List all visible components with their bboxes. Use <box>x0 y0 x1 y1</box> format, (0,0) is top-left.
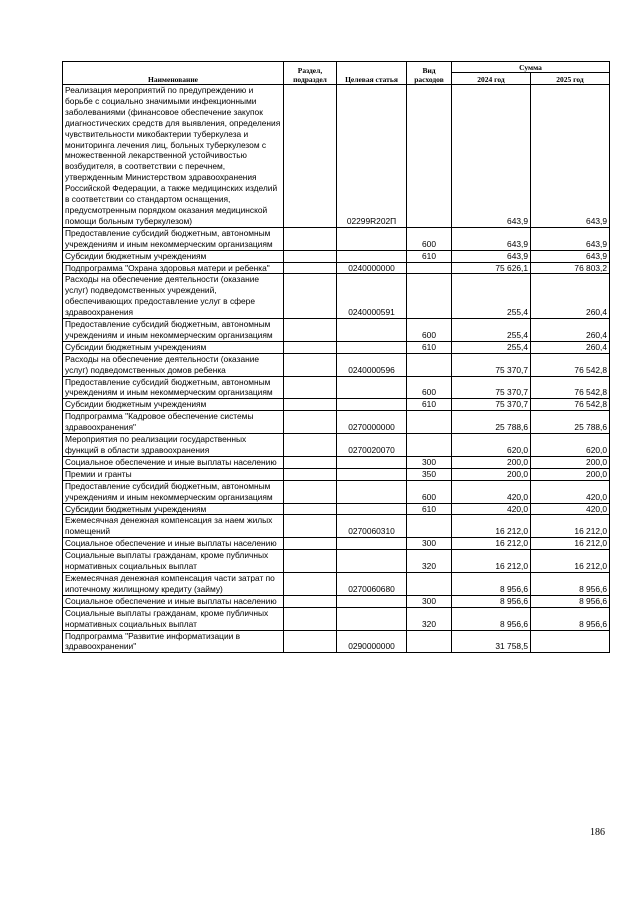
row-section-cell <box>284 399 337 411</box>
row-section-cell <box>284 376 337 399</box>
header-sum: Сумма <box>452 62 610 73</box>
table-row <box>63 341 610 353</box>
row-section-cell <box>284 630 337 653</box>
row-name-cell: Предоставление субсидий бюджетным, автономным учреждениям и иным некоммерческим организациям <box>63 227 284 250</box>
row-section-cell <box>284 515 337 538</box>
row-sum-2025-cell: 643,9 <box>531 227 610 250</box>
row-name-cell: Подпрограмма "Развитие информатизации в здравоохранении" <box>63 630 284 653</box>
row-sum-2025-cell: 643,9 <box>531 250 610 262</box>
row-sum-2024-cell: 420,0 <box>452 480 531 503</box>
table-row <box>63 630 610 653</box>
table-row <box>63 456 610 468</box>
row-section-cell <box>284 274 337 319</box>
row-section-cell <box>284 572 337 595</box>
row-target-cell <box>337 538 407 550</box>
row-section-cell <box>284 319 337 342</box>
row-name-cell: Мероприятия по реализации государственных функций в области здравоохранения <box>63 434 284 457</box>
row-sum-2025-cell: 200,0 <box>531 468 610 480</box>
row-sum-2025-cell: 260,4 <box>531 341 610 353</box>
row-name-cell: Реализация мероприятий по предупреждению и борьбе с социально значимыми инфекционными заболеваниями (финансовое обеспечение закупок диагностических средств для выявления, определения чувствительности микобактерии туберкулеза и мониторинга лечения лиц, больных туберкулезом с множественной лекарственной устойчивостью возбудителя, в соответствии с перечнем, утвержденным Министерством здравоохранения Российской Федерации, а также медицинских изделий в соответствии со стандартом оснащения, предусмотренным порядком оказания медицинской помощи больным туберкулезом) <box>63 85 284 228</box>
row-sum-2025-cell: 25 788,6 <box>531 411 610 434</box>
row-target-cell: 0270060310 <box>337 515 407 538</box>
row-name-cell: Субсидии бюджетным учреждениям <box>63 503 284 515</box>
row-type-cell: 350 <box>407 468 452 480</box>
header-year-2024: 2024 год <box>452 73 531 85</box>
row-name-cell: Социальное обеспечение и иные выплаты населению <box>63 595 284 607</box>
row-target-cell <box>337 456 407 468</box>
row-sum-2024-cell: 200,0 <box>452 456 531 468</box>
row-type-cell <box>407 262 452 274</box>
row-name-cell: Социальное обеспечение и иные выплаты населению <box>63 456 284 468</box>
row-sum-2024-cell: 255,4 <box>452 274 531 319</box>
row-type-cell <box>407 630 452 653</box>
row-sum-2025-cell: 76 542,8 <box>531 399 610 411</box>
row-type-cell <box>407 434 452 457</box>
row-type-cell: 610 <box>407 250 452 262</box>
row-sum-2025-cell: 16 212,0 <box>531 550 610 573</box>
row-sum-2024-cell: 75 370,7 <box>452 399 531 411</box>
row-type-cell <box>407 515 452 538</box>
row-type-cell: 300 <box>407 456 452 468</box>
row-section-cell <box>284 595 337 607</box>
header-section: Раздел, подраздел <box>284 62 337 85</box>
row-name-cell: Субсидии бюджетным учреждениям <box>63 250 284 262</box>
header-name: Наименование <box>63 62 284 85</box>
row-name-cell: Расходы на обеспечение деятельности (оказание услуг) подведомственных учреждений, обеспечивающих предоставление услуг в сфере здравоохранения <box>63 274 284 319</box>
row-sum-2025-cell <box>531 630 610 653</box>
row-name-cell: Социальное обеспечение и иные выплаты населению <box>63 538 284 550</box>
table-row <box>63 550 610 573</box>
row-sum-2025-cell: 76 803,2 <box>531 262 610 274</box>
table-row <box>63 376 610 399</box>
row-type-cell: 300 <box>407 538 452 550</box>
table-body <box>63 85 610 653</box>
row-target-cell <box>337 399 407 411</box>
row-sum-2025-cell: 260,4 <box>531 274 610 319</box>
row-section-cell <box>284 262 337 274</box>
table-row <box>63 227 610 250</box>
row-name-cell: Социальные выплаты гражданам, кроме публичных нормативных социальных выплат <box>63 607 284 630</box>
row-sum-2025-cell: 200,0 <box>531 456 610 468</box>
header-year-2025: 2025 год <box>531 73 610 85</box>
row-type-cell <box>407 411 452 434</box>
row-type-cell: 610 <box>407 399 452 411</box>
row-sum-2025-cell: 8 956,6 <box>531 595 610 607</box>
header-target: Целевая статья <box>337 62 407 85</box>
row-section-cell <box>284 341 337 353</box>
row-sum-2024-cell: 643,9 <box>452 250 531 262</box>
row-section-cell <box>284 250 337 262</box>
table-row <box>63 250 610 262</box>
row-sum-2024-cell: 16 212,0 <box>452 550 531 573</box>
row-target-cell <box>337 376 407 399</box>
row-target-cell <box>337 250 407 262</box>
row-section-cell <box>284 434 337 457</box>
row-sum-2024-cell: 420,0 <box>452 503 531 515</box>
row-section-cell <box>284 227 337 250</box>
table-row <box>63 595 610 607</box>
row-target-cell: 02299R202П <box>337 85 407 228</box>
row-type-cell: 320 <box>407 607 452 630</box>
row-sum-2024-cell: 200,0 <box>452 468 531 480</box>
row-target-cell <box>337 341 407 353</box>
row-target-cell <box>337 227 407 250</box>
budget-table <box>62 61 610 653</box>
table-row <box>63 468 610 480</box>
row-type-cell <box>407 85 452 228</box>
table-row <box>63 572 610 595</box>
row-sum-2025-cell: 16 212,0 <box>531 515 610 538</box>
row-type-cell: 300 <box>407 595 452 607</box>
row-target-cell: 0240000000 <box>337 262 407 274</box>
row-target-cell <box>337 480 407 503</box>
row-type-cell: 600 <box>407 376 452 399</box>
row-sum-2024-cell: 16 212,0 <box>452 515 531 538</box>
row-target-cell <box>337 595 407 607</box>
table-row <box>63 480 610 503</box>
row-sum-2024-cell: 620,0 <box>452 434 531 457</box>
row-target-cell <box>337 550 407 573</box>
row-sum-2025-cell: 8 956,6 <box>531 572 610 595</box>
row-section-cell <box>284 538 337 550</box>
row-sum-2025-cell: 76 542,8 <box>531 376 610 399</box>
row-sum-2024-cell: 75 626,1 <box>452 262 531 274</box>
row-type-cell <box>407 353 452 376</box>
table-row <box>63 607 610 630</box>
row-section-cell <box>284 411 337 434</box>
row-sum-2025-cell: 643,9 <box>531 85 610 228</box>
row-sum-2025-cell: 260,4 <box>531 319 610 342</box>
row-section-cell <box>284 468 337 480</box>
row-name-cell: Субсидии бюджетным учреждениям <box>63 399 284 411</box>
row-section-cell <box>284 480 337 503</box>
row-sum-2024-cell: 75 370,7 <box>452 376 531 399</box>
row-sum-2024-cell: 643,9 <box>452 227 531 250</box>
table-row <box>63 515 610 538</box>
row-sum-2025-cell: 76 542,8 <box>531 353 610 376</box>
table-row <box>63 538 610 550</box>
table-row <box>63 85 610 228</box>
table-row <box>63 262 610 274</box>
row-name-cell: Социальные выплаты гражданам, кроме публичных нормативных социальных выплат <box>63 550 284 573</box>
row-section-cell <box>284 85 337 228</box>
table-row <box>63 399 610 411</box>
row-sum-2024-cell: 643,9 <box>452 85 531 228</box>
row-target-cell: 0270060680 <box>337 572 407 595</box>
row-sum-2024-cell: 255,4 <box>452 319 531 342</box>
row-name-cell: Подпрограмма "Кадровое обеспечение системы здравоохранения" <box>63 411 284 434</box>
row-type-cell: 320 <box>407 550 452 573</box>
row-target-cell <box>337 503 407 515</box>
row-type-cell: 610 <box>407 503 452 515</box>
row-type-cell: 610 <box>407 341 452 353</box>
row-name-cell: Расходы на обеспечение деятельности (оказание услуг) подведомственных домов ребенка <box>63 353 284 376</box>
row-sum-2024-cell: 25 788,6 <box>452 411 531 434</box>
row-name-cell: Предоставление субсидий бюджетным, автономным учреждениям и иным некоммерческим организациям <box>63 319 284 342</box>
row-type-cell: 600 <box>407 480 452 503</box>
row-target-cell <box>337 319 407 342</box>
row-sum-2024-cell: 8 956,6 <box>452 572 531 595</box>
row-type-cell: 600 <box>407 227 452 250</box>
row-sum-2025-cell: 16 212,0 <box>531 538 610 550</box>
table-row <box>63 319 610 342</box>
row-sum-2025-cell: 620,0 <box>531 434 610 457</box>
row-sum-2024-cell: 31 758,5 <box>452 630 531 653</box>
row-name-cell: Предоставление субсидий бюджетным, автономным учреждениям и иным некоммерческим организациям <box>63 480 284 503</box>
row-section-cell <box>284 353 337 376</box>
row-sum-2025-cell: 8 956,6 <box>531 607 610 630</box>
header-type: Вид расходов <box>407 62 452 85</box>
row-target-cell: 0270020070 <box>337 434 407 457</box>
row-target-cell: 0270000000 <box>337 411 407 434</box>
row-target-cell: 0240000596 <box>337 353 407 376</box>
table-row <box>63 434 610 457</box>
row-target-cell <box>337 607 407 630</box>
row-target-cell <box>337 468 407 480</box>
row-sum-2024-cell: 16 212,0 <box>452 538 531 550</box>
page-number: 186 <box>590 827 605 838</box>
row-name-cell: Ежемесячная денежная компенсация части затрат по ипотечному жилищному кредиту (займу) <box>63 572 284 595</box>
row-name-cell: Ежемесячная денежная компенсация за наем жилых помещений <box>63 515 284 538</box>
row-sum-2025-cell: 420,0 <box>531 503 610 515</box>
table-row <box>63 503 610 515</box>
row-sum-2025-cell: 420,0 <box>531 480 610 503</box>
table-row <box>63 274 610 319</box>
row-name-cell: Премии и гранты <box>63 468 284 480</box>
row-sum-2024-cell: 75 370,7 <box>452 353 531 376</box>
row-name-cell: Подпрограмма "Охрана здоровья матери и ребенка" <box>63 262 284 274</box>
row-name-cell: Предоставление субсидий бюджетным, автономным учреждениям и иным некоммерческим организациям <box>63 376 284 399</box>
table-header <box>63 62 610 85</box>
row-target-cell: 0240000591 <box>337 274 407 319</box>
row-section-cell <box>284 456 337 468</box>
row-type-cell <box>407 572 452 595</box>
row-sum-2024-cell: 255,4 <box>452 341 531 353</box>
row-target-cell: 0290000000 <box>337 630 407 653</box>
row-sum-2024-cell: 8 956,6 <box>452 607 531 630</box>
row-sum-2024-cell: 8 956,6 <box>452 595 531 607</box>
row-section-cell <box>284 607 337 630</box>
row-section-cell <box>284 550 337 573</box>
row-type-cell <box>407 274 452 319</box>
table-row <box>63 353 610 376</box>
row-section-cell <box>284 503 337 515</box>
row-name-cell: Субсидии бюджетным учреждениям <box>63 341 284 353</box>
row-type-cell: 600 <box>407 319 452 342</box>
table-row <box>63 411 610 434</box>
